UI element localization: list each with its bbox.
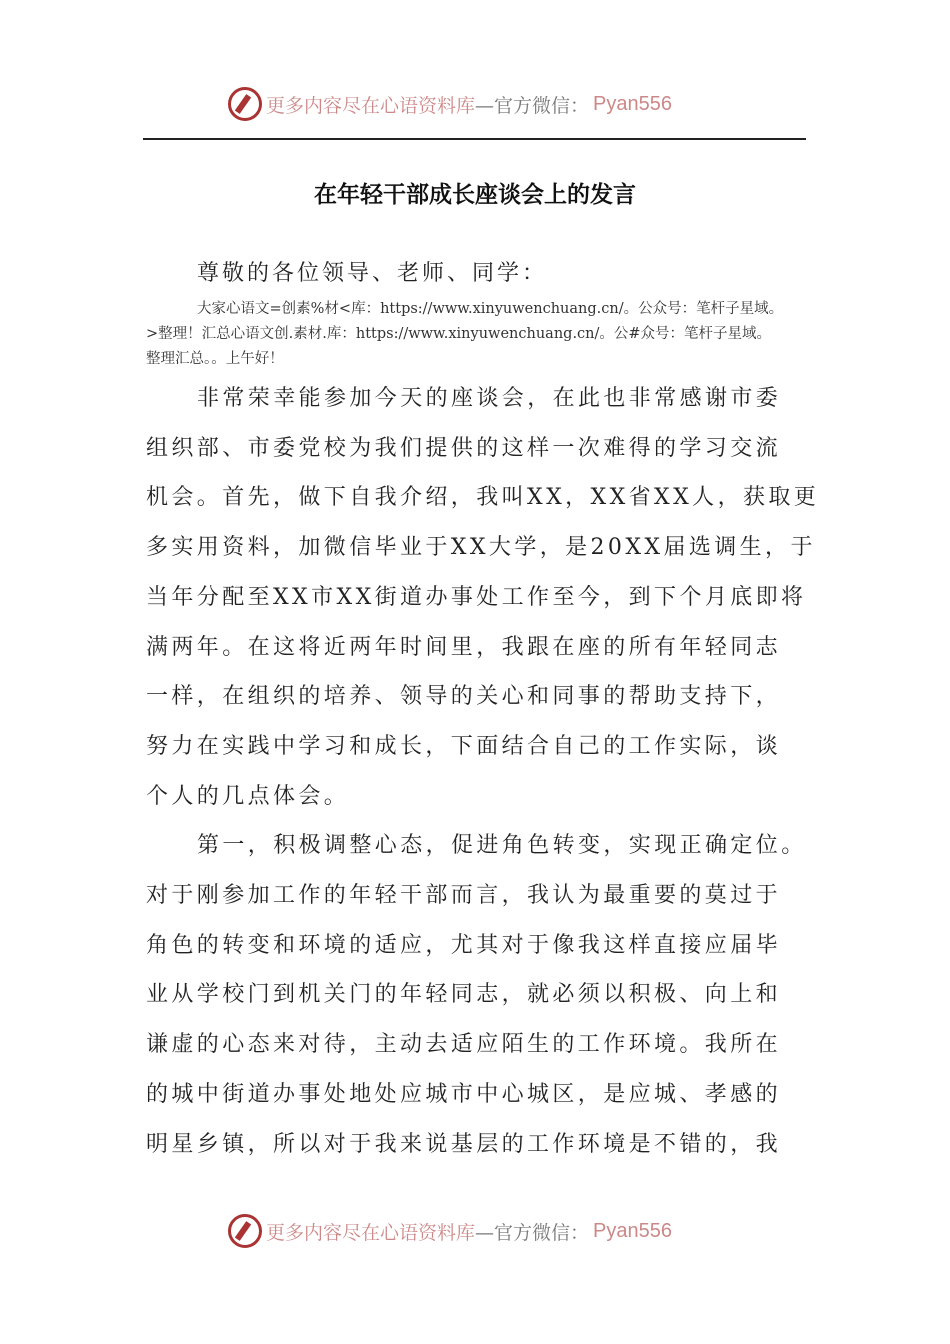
body-line: 谦虚的心态来对待，主动去适应陌生的工作环境。我所在	[146, 1032, 782, 1058]
body-line: 一样，在组织的培养、领导的关心和同事的帮助支持下，	[146, 684, 782, 710]
body-line: 第一，积极调整心态，促进角色转变，实现正确定位。	[197, 833, 807, 859]
body-line: 角色的转变和环境的适应，尤其对于像我这样直接应届毕	[146, 932, 782, 958]
body-line: 满两年。在这将近两年时间里，我跟在座的所有年轻同志	[146, 634, 782, 660]
body-line: 多实用资料，加微信毕业于XX大学，是20XX届选调生，于	[146, 535, 816, 561]
body-line: 个人的几点体会。	[146, 783, 350, 809]
header-watermark: 更多内容尽在心语资料库 —官方微信： Pyan556	[228, 84, 672, 124]
header-rule	[143, 138, 806, 140]
notice-line: 整理汇总。。上午好！	[146, 351, 284, 367]
body-line: 努力在实践中学习和成长，下面结合自己的工作实际，谈	[146, 733, 782, 759]
body-line: 对于刚参加工作的年轻干部而言，我认为最重要的莫过于	[146, 883, 782, 908]
body-line: 机会。首先，做下自我介绍，我叫XX，XX省XX人，获取更	[146, 485, 820, 511]
body-line: 明星乡镇，所以对于我来说基层的工作环境是不错的，我	[146, 1131, 782, 1157]
body-line: 组织部、市委党校为我们提供的这样一次难得的学习交流	[146, 435, 782, 461]
pen-logo-icon	[228, 1214, 262, 1248]
footer-watermark: 更多内容尽在心语资料库 —官方微信： Pyan556	[228, 1211, 672, 1251]
notice-line: >整理！汇总心语文创.素材.库：https://www.xinyuwenchuang.cn/。公#众号：笔杆子星域。	[146, 326, 772, 342]
document-title: 在年轻干部成长座谈会上的发言	[314, 181, 636, 208]
greeting: 尊敬的各位领导、老师、同学：	[197, 261, 548, 286]
notice-line: 大家心语文=创素%材<库：https://www.xinyuwenchuang.cn/。公众号：笔杆子星域。	[197, 301, 784, 317]
body-line: 非常荣幸能参加今天的座谈会，在此也非常感谢市委	[197, 386, 782, 411]
body-line: 业从学校门到机关门的年轻同志，就必须以积极、向上和	[146, 982, 782, 1008]
pen-logo-icon	[228, 87, 262, 121]
body-line: 当年分配至XX市XX街道办事处工作至今，到下个月底即将	[146, 584, 807, 610]
body-line: 的城中街道办事处地处应城市中心城区，是应城、孝感的	[146, 1081, 782, 1107]
